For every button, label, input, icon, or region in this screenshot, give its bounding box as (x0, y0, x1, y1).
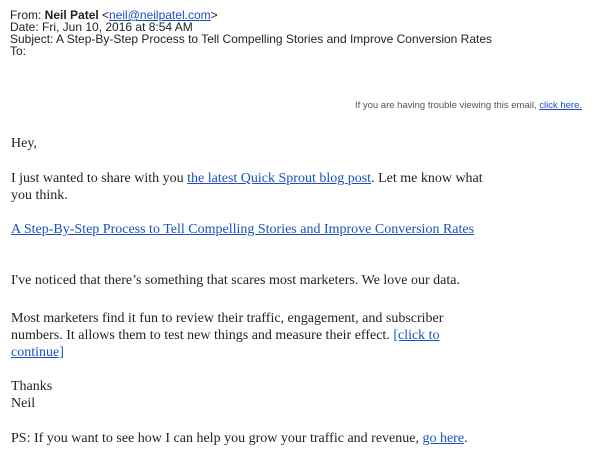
sign-off (11, 378, 52, 412)
ps-text: PS: If you want to see how I can help you grow your traffic and revenue, (11, 431, 423, 446)
to-line: To: (10, 44, 27, 58)
subject-line: Subject: A Step-By-Step Process to Tell Compelling Stories and Improve Conversion Rates (10, 32, 493, 46)
ps-paragraph (11, 430, 468, 447)
data-fear-paragraph: I've noticed that there’s something that scares most marketers. We love our data. (11, 273, 460, 288)
intro-text-end: . Let me know what you think. (11, 171, 483, 203)
marketers-text: Most marketers find it fun to review their traffic, engagement, and subscriber numbers. It allows them to test new things and measure their effect. (11, 311, 444, 343)
click-to-continue-link[interactable]: [click to continue] (11, 328, 440, 360)
thanks-text: Thanks (11, 379, 53, 394)
trouble-viewing-notice (355, 100, 582, 111)
signature-name: Neil (11, 396, 36, 411)
trouble-viewing-text: If you are having trouble viewing this email, (354, 100, 540, 111)
go-here-link[interactable]: go here (422, 431, 465, 446)
blog-post-link[interactable]: the latest Quick Sprout blog post (187, 171, 372, 186)
click-here-link[interactable]: click here. (539, 100, 582, 111)
marketers-paragraph (11, 310, 481, 361)
article-title-link[interactable]: A Step-By-Step Process to Tell Compelling Stories and Improve Conversion Rates (11, 222, 475, 237)
intro-text-start: I just wanted to share with you (11, 171, 188, 186)
greeting: Hey, (11, 136, 37, 151)
email-open-bracket: < (98, 8, 110, 22)
date-line: Date: Fri, Jun 10, 2016 at 8:54 AM (10, 20, 193, 34)
article-link-paragraph (11, 221, 481, 238)
ps-period: . (464, 431, 468, 446)
sender-name: Neil Patel (44, 8, 99, 22)
sender-email-link[interactable]: neil@neilpatel.com (109, 8, 211, 22)
from-label: From: (10, 8, 45, 22)
email-close-bracket: > (210, 8, 218, 22)
intro-paragraph (11, 170, 491, 204)
email-header (10, 9, 492, 57)
